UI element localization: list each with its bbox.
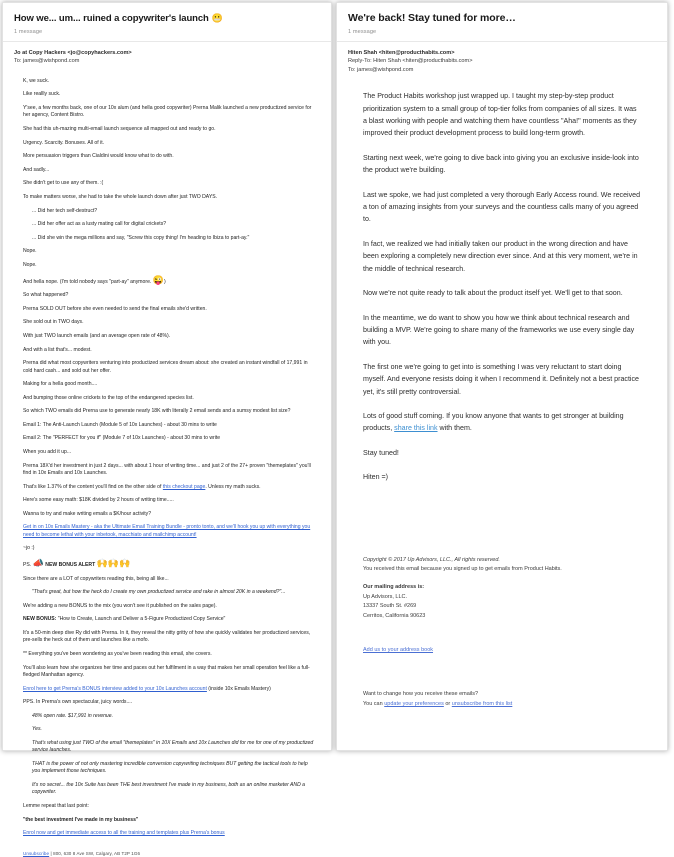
left-message-count: 1 message xyxy=(14,29,43,35)
update-preferences-link[interactable]: update your preferences xyxy=(384,700,444,707)
paragraph: Like reallly suck. xyxy=(23,91,61,98)
text-fragment: . Unless my math sucks. xyxy=(205,483,261,490)
paragraph: She didn't get to use any of them. :( xyxy=(23,180,104,187)
paragraph: With just TWO launch emails (and an average open rate of 48%). xyxy=(23,332,171,339)
paragraph: Prerna did what most copywriters venturing into productized services dream about: she created an instant windfall of 17,991 in cold hard cash... and sold out her offer. xyxy=(23,360,308,374)
right-email-body xyxy=(337,82,667,483)
enrol-now-link[interactable]: Enrol now and get immediate access to all the training and templates plus Prerna's bonus xyxy=(23,830,225,837)
unsubscribe-link[interactable]: Unsubscribe xyxy=(23,850,50,856)
left-email-footer xyxy=(23,850,315,857)
paragraph-stay-tuned: Stay tuned! xyxy=(363,448,399,457)
paragraph: In fact, we realized we had initially taken our product in the wrong direction and have been exploring a completely new direction ever since. And at this very moment, we're in the middle of technical research. xyxy=(363,239,638,273)
right-recipient: To: james@wishpond.com xyxy=(348,66,414,73)
addressbook-row xyxy=(363,646,641,655)
quote-paragraph: 48% open rate. $17,991 in revenue. xyxy=(32,712,113,719)
copyright-text: Copyright © 2017 Up Advisors, LLC., All rights reserved. xyxy=(363,556,500,563)
paragraph: In the meantime, we do want to show you how we think about technical research and building a MVP. We're going to share many of the frameworks we use every single day with you. xyxy=(363,313,635,347)
paragraph: It's a 50-min deep dive Ry did with Prerna. In it, they reveal the nitty gritty of how she quickly validates her productized services, pre-sells the heck out of them and launches like a mofo. xyxy=(23,630,311,644)
paragraph: More persuasion triggers than Cialdini would know what to do with. xyxy=(23,153,174,160)
new-bonus-label: NEW BONUS: xyxy=(23,616,57,623)
paragraph-new-bonus xyxy=(23,616,315,623)
left-email-body xyxy=(3,74,331,857)
paragraph: Prerna SOLD OUT before she even needed to send the final emails she'd written. xyxy=(23,305,207,312)
paragraph: Urgency. Scarcity. Bonuses. All of it. xyxy=(23,139,105,146)
signup-reason-text: You received this email because you signed up to get emails from Product Habits. xyxy=(363,565,562,572)
checkout-page-link[interactable]: this checkout page xyxy=(162,483,206,490)
paragraph: And sadly... xyxy=(23,166,50,173)
unsubscribe-list-link[interactable]: unsubscribe from this list xyxy=(451,700,513,707)
new-bonus-text: "How to Create, Launch and Deliver a 5-Figure Productized Copy Service" xyxy=(56,616,226,623)
left-subject-text: How we... um... ruined a copywriter's launch xyxy=(14,13,209,24)
paragraph: Prerna 18X'd her investment in just 2 days... with about 1 hour of writing time... and just 2 of the 27+ proven "themeplates" you'll find in 10x Emails and 10x Launches. xyxy=(23,462,311,477)
paragraph: Here's some easy math: $18K divided by 2 hours of writing time..... xyxy=(23,497,174,504)
left-subject-row xyxy=(14,12,320,25)
raised-hands-emoji-icon: 🙌🙌🙌 xyxy=(96,558,131,569)
email-card-right xyxy=(336,2,668,751)
paragraph: So what happened? xyxy=(23,292,69,299)
text-fragment: You can xyxy=(363,700,385,707)
paragraph-text: And hella nope. (I'm told nobody says "part-ay" anymore. xyxy=(23,278,152,285)
paragraph: Lemme repeat that last point: xyxy=(23,802,89,809)
paragraph: And bumping those online crickets to the top of the endangered species list. xyxy=(23,394,194,401)
paragraph-final-link xyxy=(23,830,315,837)
right-mail-header xyxy=(337,3,667,42)
left-mail-meta xyxy=(3,42,331,74)
paragraph: The Product Habits workshop just wrapped up. I taught my step-by-step product prioritization system to a small group of top-tier folks from companies of all sizes. It was a blast working with people and watching them have countless "Aha!" moments as they improved their product development process to build long-term growth. xyxy=(363,92,637,138)
ps-label: PS. xyxy=(23,562,32,569)
paragraph: Wanna to try and make writing emails a $K/hour activity? xyxy=(23,510,152,517)
quote-paragraph: That's what using just TWO of the email "themeplates" in 10X Emails and 10x Launches did for me for one of my productized service launches. xyxy=(32,739,314,754)
paragraph-enrol-link xyxy=(23,686,315,693)
paragraph: Last we spoke, we had just completed a very thorough Early Access round. We received a ton of amazing insights from your surveys and the countless calls many of you agreed to. xyxy=(363,190,641,224)
text-fragment: That's like 1.37% of the content you'll find on the other side of xyxy=(23,483,163,490)
paragraph-getin-link xyxy=(23,524,315,539)
paragraph-best-investment: "the best investment I've made in my business" xyxy=(23,816,139,823)
right-email-footer xyxy=(337,556,667,710)
text-fragment: or xyxy=(443,700,452,707)
text-fragment: Lots of good stuff coming. If you know anyone that wants to get stronger at building products, xyxy=(363,411,624,433)
mailing-address-label: Our mailing address is: xyxy=(363,584,425,591)
right-message-count: 1 message xyxy=(348,29,377,35)
paragraph: To make matters worse, she had to take the whole launch down after just TWO DAYS. xyxy=(23,193,218,200)
add-to-address-book-link[interactable]: Add us to your address book xyxy=(363,647,434,653)
paragraph: She had this uh-mazing multi-email launch sequence all mapped out and ready to go. xyxy=(23,126,216,132)
megaphone-emoji-icon: 📣 xyxy=(32,558,44,569)
paragraph: Email 2: The "PERFECT for you if" (Module 7 of 10x Launches) - about 30 mins to write xyxy=(23,435,221,442)
paragraph: Y'see, a few months back, one of our 10x alum (and hella good copywriter) Prerna Malik launched a new productized service for her agency, Content Bistro. xyxy=(23,105,312,119)
paragraph: Email 1: The Anti-Launch Launch (Module 5 of 10x Launches) - about 30 mins to write xyxy=(23,421,217,428)
change-prefs-row xyxy=(363,700,641,709)
paragraph-tail: ) xyxy=(163,278,166,285)
paragraph: And with a list that's... modest. xyxy=(23,346,92,353)
quote-paragraph: It's no secret... the 10x Suite has been THE best investment I've made in my business, both as an online marketer AND a copywriter. xyxy=(32,781,305,796)
left-sender: Jo at Copy Hackers <jo@copyhackers.com> xyxy=(14,50,132,56)
address-line: 13337 South St. #269 xyxy=(363,603,417,610)
right-subject-row xyxy=(348,12,656,25)
right-body-spacer xyxy=(337,496,667,556)
paragraph-bonus-alert xyxy=(23,559,315,569)
right-reply-to: Reply-To: Hiten Shah <hiten@producthabits.com> xyxy=(348,58,473,65)
paragraph: Now we're not quite ready to talk about the product itself yet. We'll get to that soon. xyxy=(363,289,623,298)
email-card-left xyxy=(2,2,332,856)
rolling-eyes-emoji-icon: 😜 xyxy=(152,274,164,285)
paragraph: PPS. In Prerna's own spectacular, juicy words.... xyxy=(23,699,133,706)
right-sender: Hiten Shah <hiten@producthabits.com> xyxy=(348,50,455,56)
paragraph-signature: Hiten =) xyxy=(363,473,389,482)
quote-paragraph: "That's great, but how the heck do I create my own productized service and rake in almost 20K in a weekend?"... xyxy=(32,589,286,596)
grimace-emoji-icon: 😬 xyxy=(211,13,223,23)
text-fragment: with them. xyxy=(437,424,472,433)
paragraph: The first one we're going to get into is something I was very reluctant to start doing myself. And everyone resists doing it when I recommend it. Definitely not a best practice yet, it's still pretty controversial. xyxy=(363,362,639,396)
paragraph: Making for a hella good month.... xyxy=(23,381,98,388)
text-fragment: (inside 10x Emails Mastery) xyxy=(206,685,271,692)
right-subject-text: We're back! Stay tuned for more… xyxy=(348,12,516,24)
address-line: Cerritos, California 90623 xyxy=(363,612,426,619)
paragraph-share-link xyxy=(363,410,641,435)
address-line: Up Advisors, LLC. xyxy=(363,593,408,600)
enrol-bonus-link[interactable]: Enrol here to get Prerna's BONUS interview added to your 10x Launches account xyxy=(23,685,207,692)
paragraph: She sold out in TWO days. xyxy=(23,319,84,326)
paragraph: When you add it up... xyxy=(23,449,72,456)
quote-paragraph: THAT is the power of not only mastering incredible conversion copywriting techniques BUT getting the tactical tools to help you implement those techniques. xyxy=(32,760,308,775)
paragraph: ... Did her tech self-destruct? xyxy=(32,207,98,214)
change-prefs-question: Want to change how you receive these emails? xyxy=(363,691,479,698)
quote-paragraph: Yes. xyxy=(32,726,42,733)
footer-address: | 800, 630 8 Ave SW, Calgary, AB T2P 1G6 xyxy=(49,850,141,856)
mastery-bundle-link[interactable]: Get in on 10x Emails Mastery - aka the Ultimate Email Training Bundle - pronto tonto, and we'll hook you up with everything you need to become lethal with your inbetook, macchiato and mailchimp account! xyxy=(23,524,311,538)
footer-spacer xyxy=(363,630,641,646)
paragraph: You'll also learn how she organizes her time and paces out her fulfilment in a way that makes her small operation feel like a full-fledged Manhattan agency. xyxy=(23,664,310,678)
right-mail-meta xyxy=(337,42,667,82)
paragraph: We're adding a new BONUS to the mix (you won't see it published on the sales page). xyxy=(23,602,217,609)
paragraph-signature: ~jo :) xyxy=(23,545,35,552)
paragraph: Nope. xyxy=(23,261,37,268)
left-mail-header xyxy=(3,3,331,42)
paragraph: Nope. xyxy=(23,248,37,255)
paragraph: K, we suck. xyxy=(23,77,50,84)
paragraph: ... Did she win the mega millions and say, "Screw this copy thing! I'm heading to Ibiza to part-ay." xyxy=(32,234,250,241)
paragraph: ** Everything you've been wondering as you've been reading this email, she covers. xyxy=(23,651,212,657)
paragraph: Starting next week, we're going to dive back into giving you an exclusive inside-look into the product we're building. xyxy=(363,153,639,175)
paragraph: ... Did her offer act as a lusty mating call for digital crickets? xyxy=(32,221,167,228)
left-recipient: To: james@wishpond.com xyxy=(14,58,80,65)
bonus-alert-text: NEW BONUS ALERT xyxy=(45,562,96,569)
paragraph-with-emoji xyxy=(23,276,315,286)
footer-spacer-2 xyxy=(363,664,641,690)
paragraph: So which TWO emails did Prerna use to generate nearly 18K with literally 2 email sends and a sumsy modest list size? xyxy=(23,408,291,415)
paragraph-checkout-link xyxy=(23,484,315,491)
paragraph: Since there are a LOT of copywriters reading this, being all like... xyxy=(23,575,169,582)
share-this-link[interactable]: share this link xyxy=(394,424,438,433)
